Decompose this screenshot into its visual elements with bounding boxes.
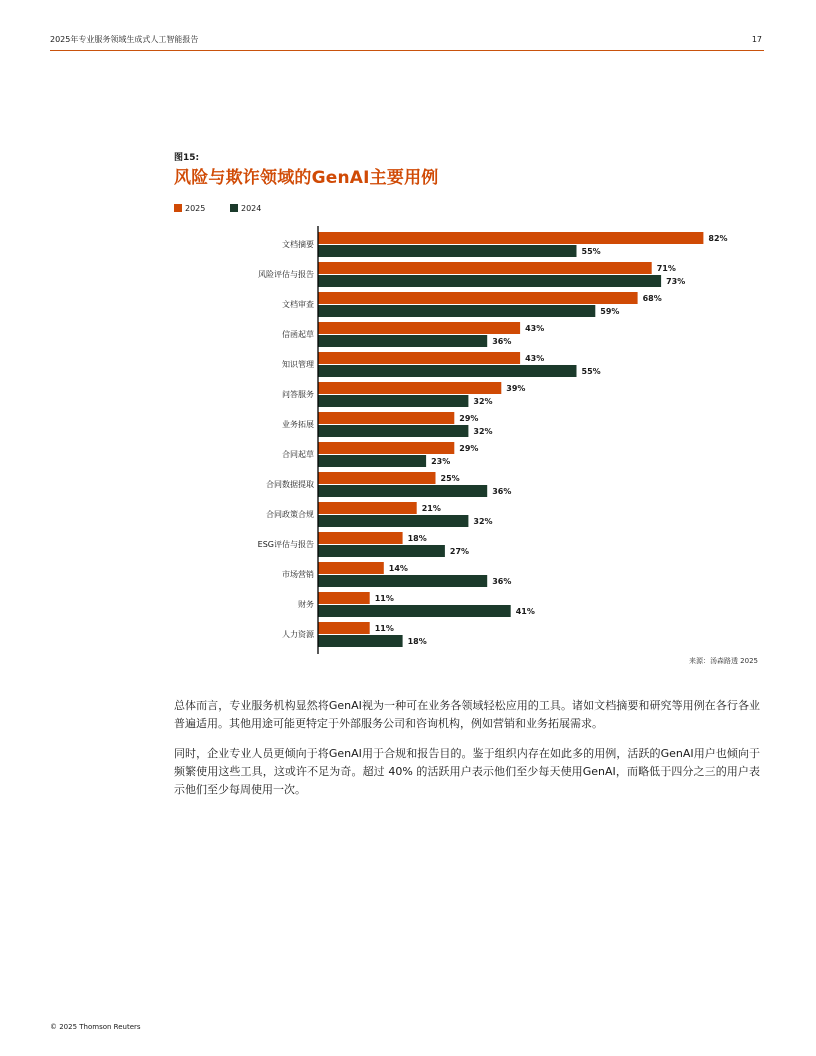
paragraph-2: 同时，企业专业人员更倾向于将GenAI用于合规和报告目的。鉴于组织内存在如此多的用例，活跃的GenAI用户也倾向于频繁使用这些工具，这或许不足为奇。超过 40% 的活跃用户表示他们至少每天使用GenAI，而略低于四分之三的用户表示他们至少每周使用一次。 (174, 747, 760, 796)
bar-2024 (318, 455, 426, 467)
data-label: 25% (440, 474, 460, 483)
data-label: 21% (421, 504, 441, 513)
legend-label-2024: 2024 (241, 204, 262, 213)
legend-label-2025: 2025 (185, 204, 206, 213)
data-label: 43% (525, 324, 545, 333)
data-label: 82% (708, 234, 728, 243)
category-label: 业务拓展 (282, 420, 314, 429)
category-label: ESG评估与报告 (257, 540, 314, 549)
bar-2025 (318, 472, 436, 484)
bar-2025 (318, 322, 520, 334)
data-label: 11% (374, 624, 394, 633)
data-label: 55% (581, 247, 601, 256)
chart-source: 来源：汤森路透 2025 (688, 657, 758, 665)
data-label: 68% (642, 294, 662, 303)
data-label: 32% (473, 517, 493, 526)
bar-2024 (318, 395, 468, 407)
bar-2024 (318, 425, 468, 437)
bar-2025 (318, 352, 520, 364)
category-label: 合同起草 (282, 450, 314, 459)
bar-2025 (318, 442, 454, 454)
paragraph-1: 总体而言，专业服务机构显然将GenAI视为一种可在业务各领域轻松应用的工具。诸如文档摘要和研究等用例在各行各业普遍适用。其他用途可能更特定于外部服务公司和咨询机构，例如营销和业务拓展需求。 (174, 699, 760, 730)
category-label: 市场营销 (282, 570, 314, 579)
bar-2025 (318, 382, 501, 394)
footer-copyright: © 2025 Thomson Reuters (50, 1023, 141, 1031)
data-label: 36% (492, 487, 512, 496)
data-label: 32% (473, 397, 493, 406)
bar-2024 (318, 245, 577, 257)
data-label: 18% (407, 637, 427, 646)
data-label: 23% (431, 457, 451, 466)
bar-2024 (318, 275, 661, 287)
data-label: 14% (388, 564, 408, 573)
data-label: 55% (581, 367, 601, 376)
data-label: 39% (506, 384, 526, 393)
data-label: 59% (600, 307, 620, 316)
bar-2025 (318, 622, 370, 634)
category-label: 问答服务 (282, 390, 314, 399)
data-label: 43% (525, 354, 545, 363)
bar-2025 (318, 292, 638, 304)
data-label: 32% (473, 427, 493, 436)
bar-2025 (318, 532, 403, 544)
figure-title: 风险与欺诈领域的GenAI主要用例 (174, 168, 439, 188)
bar-2025 (318, 232, 703, 244)
bar-2024 (318, 365, 577, 377)
bar-2025 (318, 592, 370, 604)
data-label: 11% (374, 594, 394, 603)
data-label: 36% (492, 337, 512, 346)
data-label: 73% (666, 277, 686, 286)
category-label: 信函起草 (282, 330, 314, 339)
category-label: 财务 (298, 600, 314, 609)
bar-2025 (318, 262, 652, 274)
bar-2025 (318, 412, 454, 424)
bar-chart (0, 222, 816, 658)
bar-2024 (318, 635, 403, 647)
bar-2024 (318, 305, 595, 317)
category-label: 合同政策合规 (266, 510, 314, 519)
category-label: 知识管理 (282, 360, 314, 369)
bar-2024 (318, 545, 445, 557)
bar-2024 (318, 335, 487, 347)
bar-2025 (318, 562, 384, 574)
category-label: 风险评估与报告 (258, 270, 314, 279)
category-label: 合同数据提取 (266, 480, 314, 489)
category-label: 文档摘要 (282, 240, 314, 249)
legend-swatch-2025 (174, 204, 182, 212)
legend-item-2025 (174, 204, 205, 214)
legend-item-2024 (230, 204, 261, 214)
bar-2024 (318, 605, 511, 617)
data-label: 36% (492, 577, 512, 586)
category-label: 文档审查 (282, 300, 314, 309)
legend-swatch-2024 (230, 204, 238, 212)
bar-2024 (318, 485, 487, 497)
data-label: 29% (459, 444, 479, 453)
bar-2025 (318, 502, 417, 514)
data-label: 29% (459, 414, 479, 423)
page-number: 17 (751, 35, 762, 44)
data-label: 41% (515, 607, 535, 616)
bar-2024 (318, 515, 468, 527)
data-label: 27% (449, 547, 470, 556)
figure-label: 图15: (174, 153, 200, 163)
category-label: 人力资源 (282, 630, 314, 639)
data-label: 71% (656, 264, 676, 273)
data-label: 18% (407, 534, 427, 543)
page-header (50, 34, 764, 51)
report-title: 2025年专业服务领域生成式人工智能报告 (50, 35, 199, 44)
bar-2024 (318, 575, 487, 587)
